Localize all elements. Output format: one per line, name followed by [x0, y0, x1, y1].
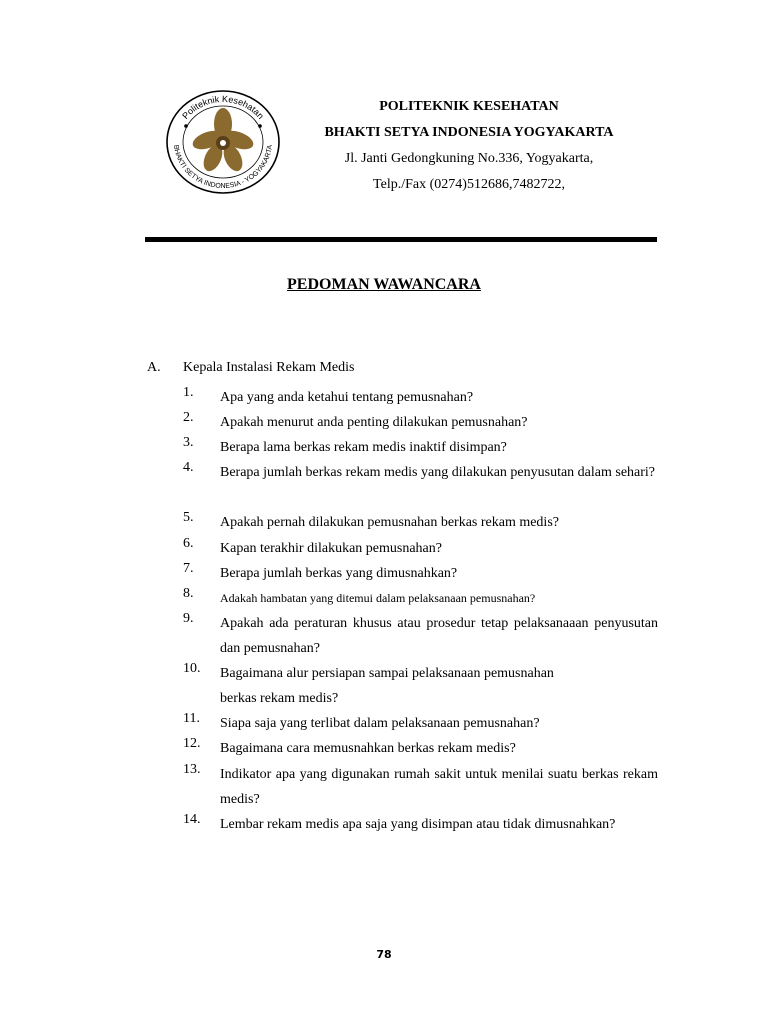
question-text: Kapan terakhir dilakukan pemusnahan?: [220, 541, 442, 556]
question-number: 1.: [183, 385, 194, 400]
question-text: Bagaimana cara memusnahkan berkas rekam medis?: [220, 741, 516, 756]
question-number: 10.: [183, 661, 201, 676]
header-divider: [145, 237, 657, 242]
question-number: 2.: [183, 410, 194, 425]
question-text: Berapa jumlah berkas rekam medis yang dilakukan penyusutan dalam sehari?: [220, 465, 656, 480]
question-text: Apa yang anda ketahui tentang pemusnahan?: [220, 390, 474, 405]
question-number: 3.: [183, 435, 194, 450]
question-number: 14.: [183, 812, 201, 827]
page-number: 78: [376, 948, 392, 961]
question-text: Adakah hambatan yang ditemui dalam pelaksanaan pemusnahan?: [220, 591, 536, 605]
question-text: Lembar rekam medis apa saja yang disimpan atau tidak dimusnahkan?: [220, 817, 616, 832]
institution-name: POLITEKNIK KESEHATAN: [379, 99, 559, 114]
section-letter: A.: [147, 360, 161, 375]
question-text: Berapa jumlah berkas yang dimusnahkan?: [220, 566, 458, 581]
question-number: 9.: [183, 611, 194, 626]
question-number: 8.: [183, 586, 194, 601]
question-number: 7.: [183, 561, 194, 576]
question-number: 6.: [183, 536, 194, 551]
question-text: Apakah menurut anda penting dilakukan pemusnahan?: [220, 415, 528, 430]
institution-address: Jl. Janti Gedongkuning No.336, Yogyakarta,: [344, 151, 594, 166]
logo-bottom-text: BHAKTI SETYA INDONESIA - YOGYAKARTA: [172, 144, 274, 190]
flower-emblem-icon: [190, 108, 256, 174]
question-number: 12.: [183, 736, 201, 751]
document-title: PEDOMAN WAWANCARA: [287, 276, 481, 293]
question-text-line2: berkas rekam medis?: [220, 691, 339, 706]
question-text: Indikator apa yang digunakan rumah sakit untuk menilai suatu berkas rekam medis?: [220, 767, 658, 807]
institution-logo: [164, 88, 282, 196]
institution-subname: BHAKTI SETYA INDONESIA YOGYAKARTA: [324, 125, 614, 140]
question-text-line1: Bagaimana alur persiapan sampai pelaksanaan pemusnahan: [220, 666, 554, 681]
section-title: Kepala Instalasi Rekam Medis: [183, 360, 355, 375]
question-number: 11.: [183, 711, 200, 726]
question-text: Apakah ada peraturan khusus atau prosedur tetap pelaksanaaan penyusutan dan pemusnahan?: [220, 616, 658, 656]
question-number: 13.: [183, 762, 201, 777]
institution-header: [280, 94, 658, 198]
question-text: Siapa saja yang terlibat dalam pelaksanaan pemusnahan?: [220, 716, 540, 731]
question-text: Apakah pernah dilakukan pemusnahan berkas rekam medis?: [220, 515, 559, 530]
logo-top-text: Politeknik Kesehatan: [180, 93, 266, 121]
question-number: 5.: [183, 510, 194, 525]
svg-text:BHAKTI SETYA INDONESIA - YOGYA: [172, 144, 274, 190]
question-number: 4.: [183, 460, 194, 475]
question-text: [220, 661, 658, 711]
institution-phone: Telp./Fax (0274)512686,7482722,: [373, 177, 565, 192]
question-text: Berapa lama berkas rekam medis inaktif disimpan?: [220, 440, 507, 455]
